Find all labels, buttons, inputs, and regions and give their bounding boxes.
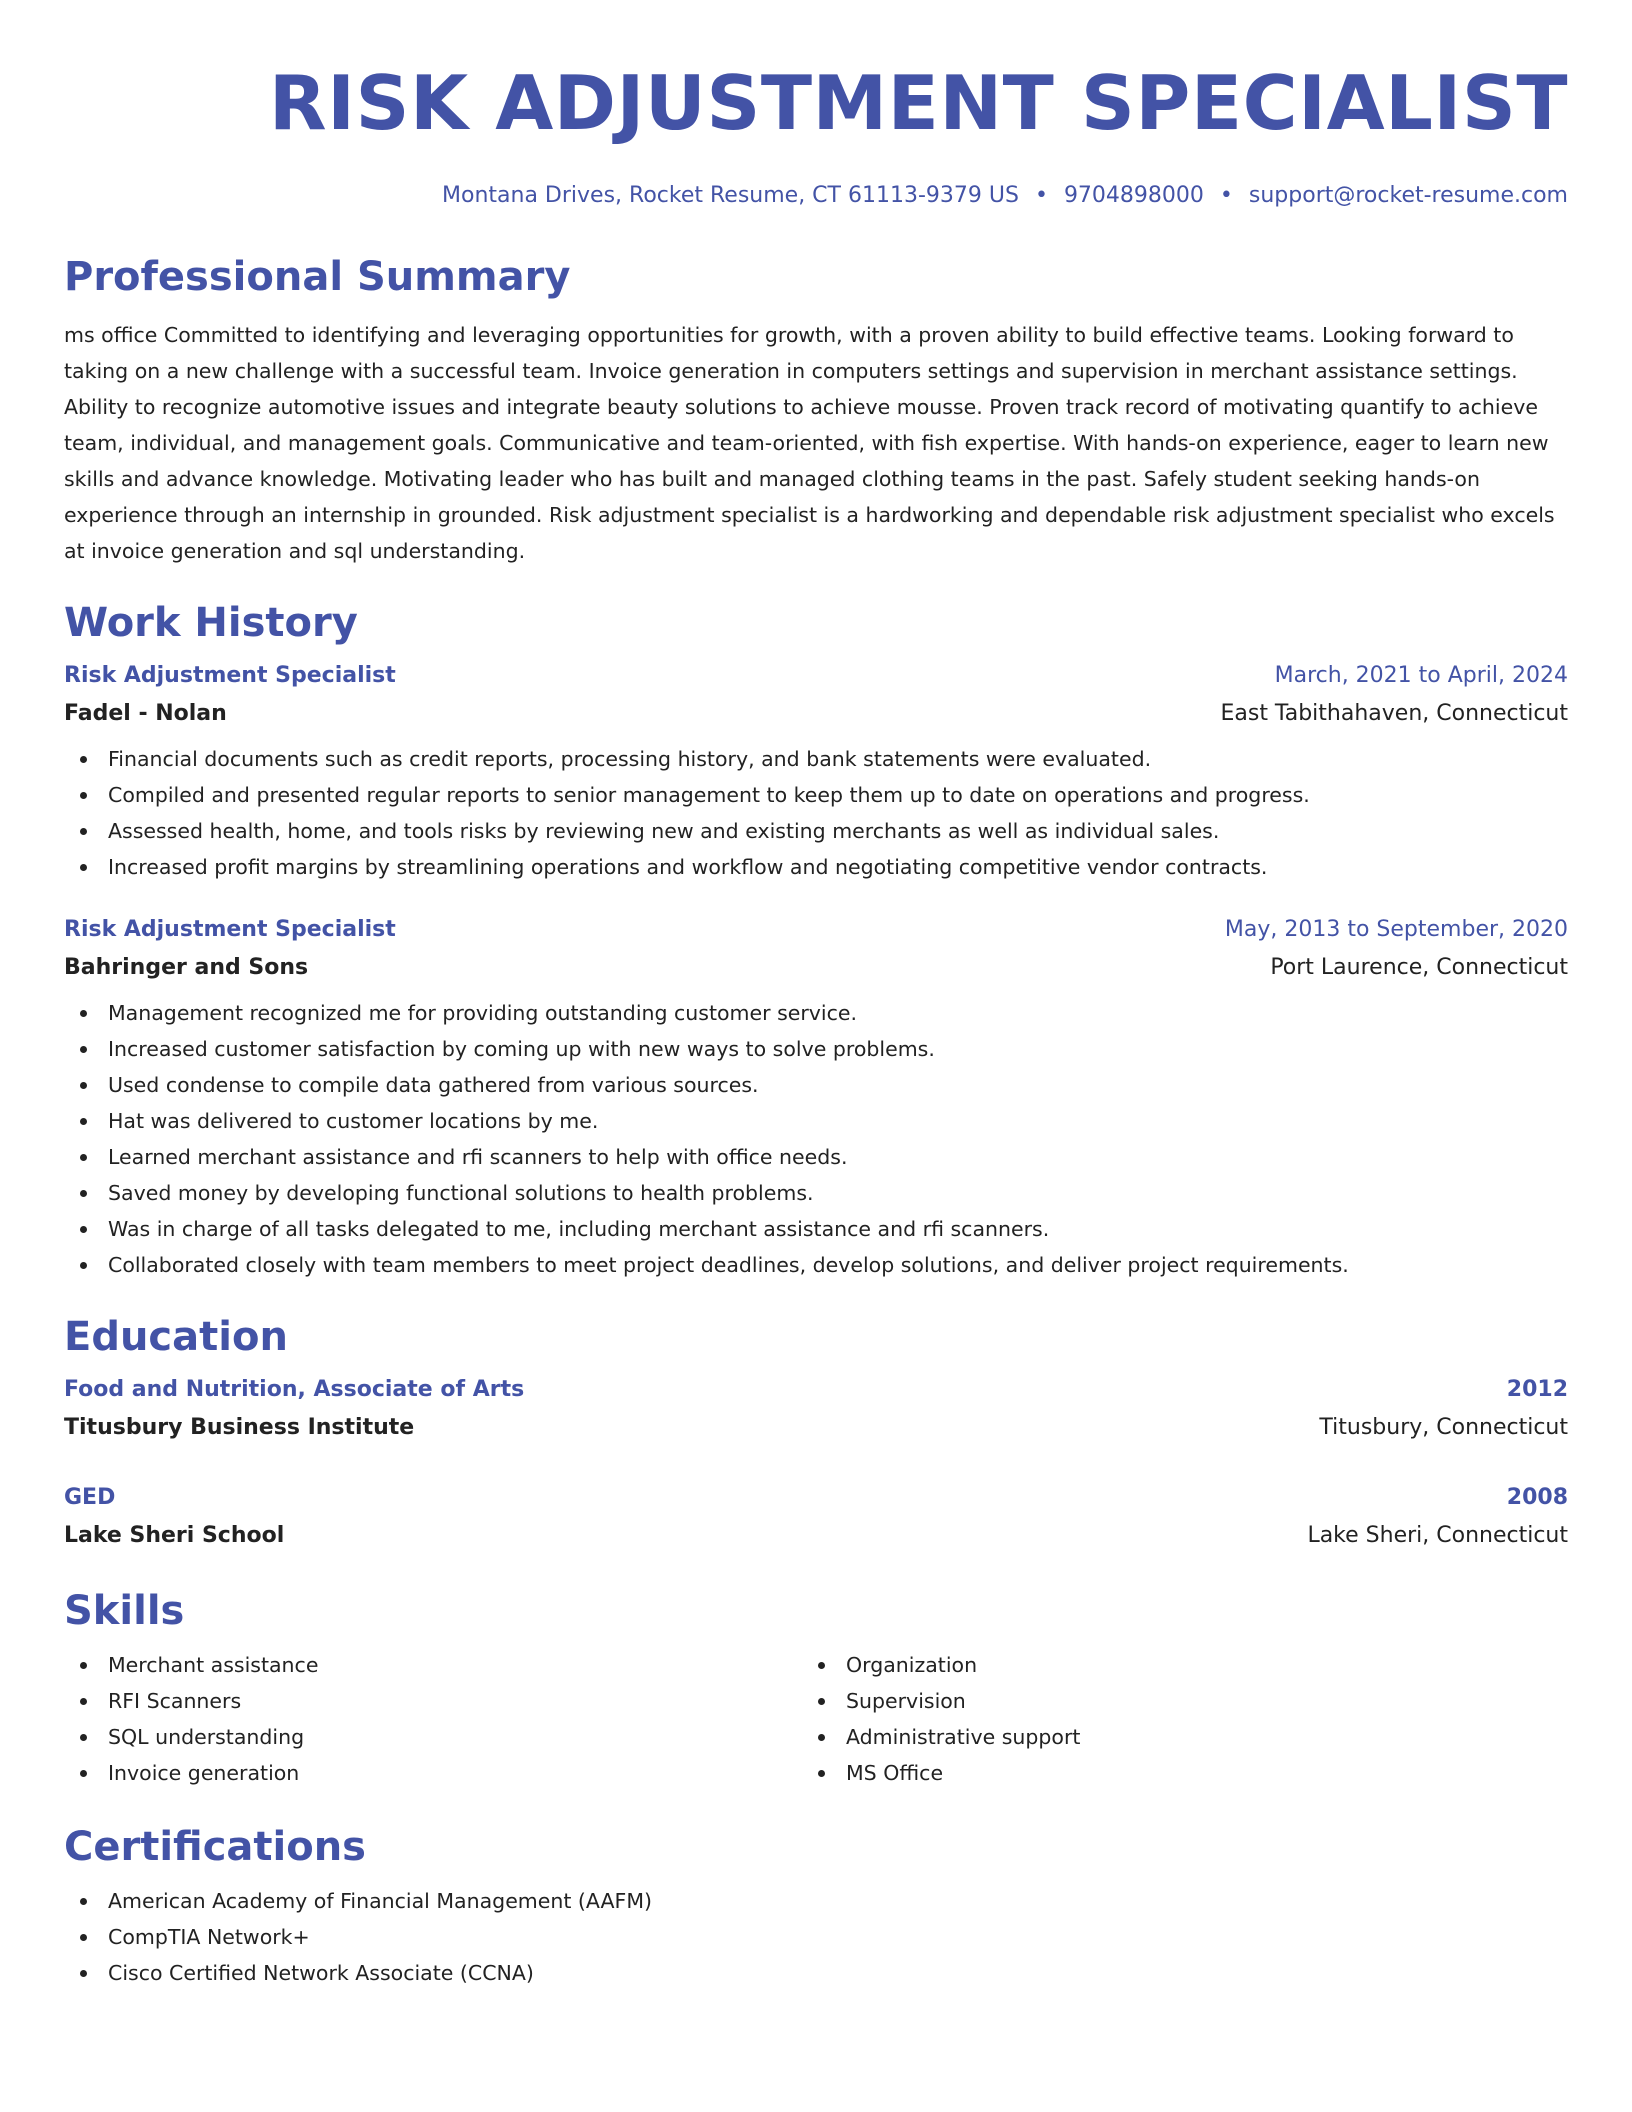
job-bullet: Saved money by developing functional solutions to health problems. bbox=[64, 1175, 1568, 1211]
contact-separator: • bbox=[1219, 183, 1233, 208]
skill-item: SQL understanding bbox=[64, 1719, 802, 1755]
skills-heading: Skills bbox=[64, 1588, 185, 1634]
job-bullet: Compiled and presented regular reports to senior management to keep them up to date on operations and progress. bbox=[64, 777, 1568, 813]
skills-grid bbox=[64, 1647, 1568, 1791]
job-dates: March, 2021 to April, 2024 bbox=[1274, 663, 1568, 688]
job-bullet: Was in charge of all tasks delegated to me, including merchant assistance and rfi scanners. bbox=[64, 1211, 1568, 1247]
skills-column-left bbox=[64, 1647, 802, 1791]
education-header bbox=[64, 1371, 1568, 1409]
education-entry bbox=[64, 1371, 1568, 1447]
certifications-heading: Certifications bbox=[64, 1824, 366, 1870]
job-bullet: Used condense to compile data gathered from various sources. bbox=[64, 1067, 1568, 1103]
skill-item: MS Office bbox=[802, 1755, 1540, 1791]
education-subheader bbox=[64, 1409, 1568, 1447]
education-header bbox=[64, 1479, 1568, 1517]
skills-list bbox=[802, 1647, 1540, 1791]
skills-column-right bbox=[802, 1647, 1540, 1791]
job-role: Risk Adjustment Specialist bbox=[64, 917, 396, 942]
job-header bbox=[64, 911, 1568, 949]
education-heading: Education bbox=[64, 1314, 288, 1360]
education-subheader bbox=[64, 1517, 1568, 1555]
education-degree: Food and Nutrition, Associate of Arts bbox=[64, 1377, 525, 1402]
job-dates: May, 2013 to September, 2020 bbox=[1224, 917, 1568, 942]
education-year: 2008 bbox=[1506, 1485, 1568, 1510]
contact-phone: 9704898000 bbox=[1063, 183, 1204, 208]
work-history-heading: Work History bbox=[64, 600, 358, 646]
certifications-list bbox=[64, 1883, 1568, 1991]
contact-email: support@rocket-resume.com bbox=[1248, 183, 1568, 208]
job-bullet: Learned merchant assistance and rfi scanners to help with office needs. bbox=[64, 1139, 1568, 1175]
skills-list bbox=[64, 1647, 802, 1791]
skill-item: Invoice generation bbox=[64, 1755, 802, 1791]
summary-heading: Professional Summary bbox=[64, 254, 571, 300]
job-bullet: Assessed health, home, and tools risks by reviewing new and existing merchants as well as individual sales. bbox=[64, 813, 1568, 849]
job-bullets bbox=[64, 995, 1568, 1283]
job-role: Risk Adjustment Specialist bbox=[64, 663, 396, 688]
job-entry bbox=[64, 911, 1568, 1283]
certification-item: Cisco Certified Network Associate (CCNA) bbox=[64, 1955, 1568, 1991]
job-bullet: Financial documents such as credit reports, processing history, and bank statements were evaluated. bbox=[64, 741, 1568, 777]
job-bullet: Increased customer satisfaction by coming up with new ways to solve problems. bbox=[64, 1031, 1568, 1067]
contact-separator: • bbox=[1034, 183, 1048, 208]
job-bullet: Management recognized me for providing outstanding customer service. bbox=[64, 995, 1568, 1031]
job-bullets bbox=[64, 741, 1568, 885]
job-entry bbox=[64, 657, 1568, 885]
skill-item: Administrative support bbox=[802, 1719, 1540, 1755]
summary-text: ms office Committed to identifying and leveraging opportunities for growth, with a proven ability to build effective teams. Looking forward to taking on a new challenge with a successful team. Invoice generation in computers settings and supervision in merchant assistance settings. Ability to recognize automotive issues and integrate beauty solutions to achieve mousse. Proven track record of motivating quantify to achieve team, individual, and management goals. Communicative and team-oriented, with fish expertise. With hands-on experience, eager to learn new skills and advance knowledge. Motivating leader who has built and managed clothing teams in the past. Safely student seeking hands-on experience through an internship in grounded. Risk adjustment specialist is a hardworking and dependable risk adjustment specialist who excels at invoice generation and sql understanding. bbox=[64, 323, 1555, 563]
job-subheader bbox=[64, 695, 1568, 733]
job-bullet: Hat was delivered to customer locations by me. bbox=[64, 1103, 1568, 1139]
job-company: Bahringer and Sons bbox=[64, 955, 309, 980]
education-location: Titusbury, Connecticut bbox=[1319, 1415, 1568, 1440]
education-school: Lake Sheri School bbox=[64, 1523, 285, 1548]
education-degree: GED bbox=[64, 1485, 116, 1510]
education-school: Titusbury Business Institute bbox=[64, 1415, 415, 1440]
education-entry bbox=[64, 1479, 1568, 1555]
contact-address: Montana Drives, Rocket Resume, CT 61113-9379 US bbox=[442, 183, 1019, 208]
job-company: Fadel - Nolan bbox=[64, 701, 227, 726]
job-header bbox=[64, 657, 1568, 695]
education-location: Lake Sheri, Connecticut bbox=[1307, 1523, 1568, 1548]
job-subheader bbox=[64, 949, 1568, 987]
certification-item: CompTIA Network+ bbox=[64, 1919, 1568, 1955]
contact-line bbox=[64, 180, 1568, 212]
certification-item: American Academy of Financial Management (AAFM) bbox=[64, 1883, 1568, 1919]
job-bullet: Increased profit margins by streamlining operations and workflow and negotiating competitive vendor contracts. bbox=[64, 849, 1568, 885]
education-year: 2012 bbox=[1506, 1377, 1568, 1402]
candidate-title: RISK ADJUSTMENT SPECIALIST bbox=[268, 59, 1568, 147]
skill-item: Merchant assistance bbox=[64, 1647, 802, 1683]
skill-item: Organization bbox=[802, 1647, 1540, 1683]
job-location: Port Laurence, Connecticut bbox=[1270, 955, 1568, 980]
job-location: East Tabithahaven, Connecticut bbox=[1220, 701, 1568, 726]
skill-item: Supervision bbox=[802, 1683, 1540, 1719]
skill-item: RFI Scanners bbox=[64, 1683, 802, 1719]
job-bullet: Collaborated closely with team members to meet project deadlines, develop solutions, and deliver project requirements. bbox=[64, 1247, 1568, 1283]
